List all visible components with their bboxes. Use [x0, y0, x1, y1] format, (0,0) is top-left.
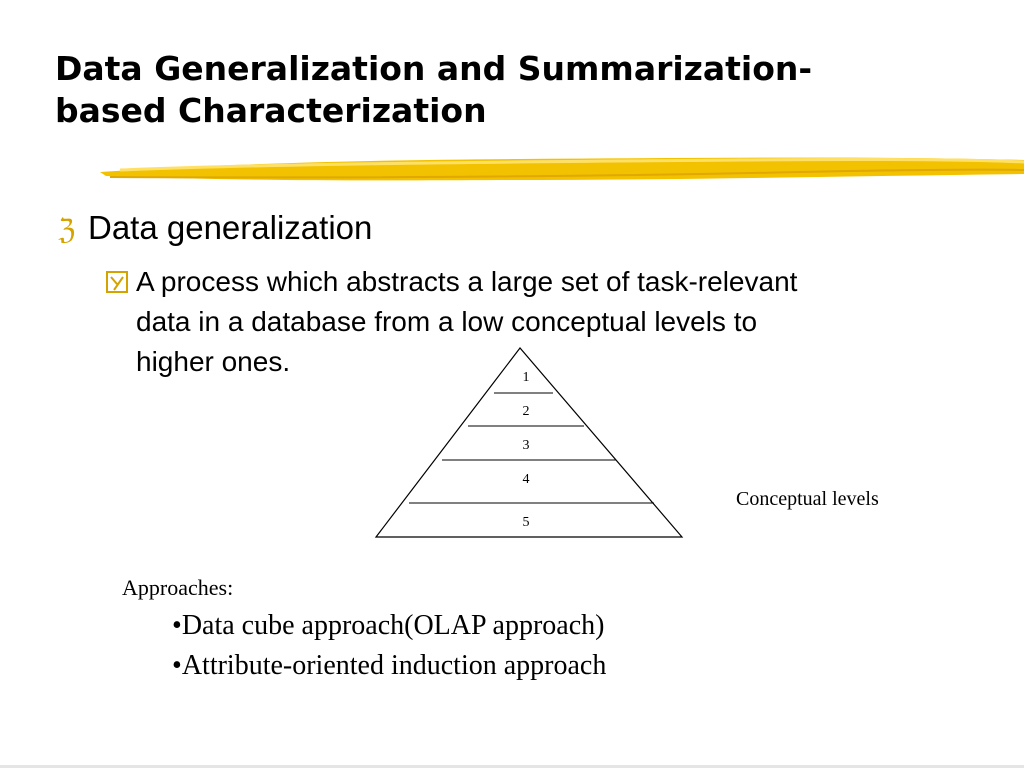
approaches-heading: Approaches:	[122, 575, 234, 600]
bullet-data-generalization	[58, 208, 372, 250]
approaches-list	[172, 606, 606, 686]
conceptual-levels-caption: Conceptual levels	[736, 488, 879, 510]
highlighter-stroke	[100, 150, 1024, 190]
pyramid-level-1: 1	[522, 370, 530, 385]
slide-title-line-1: Data Generalization and Summarization-	[55, 49, 813, 88]
pyramid-level-3: 3	[522, 438, 530, 453]
concept-pyramid	[370, 345, 690, 545]
approach-item-attribute-oriented: • Attribute-oriented induction approach	[172, 646, 606, 686]
approach-item-data-cube: • Data cube approach(OLAP approach)	[172, 606, 606, 646]
sub-bullet-line-1: A process which abstracts a large set of task-relevant	[136, 266, 798, 297]
slide-title-line-2: based Characterization	[55, 91, 487, 130]
pyramid-level-2: 2	[522, 404, 530, 419]
z-bullet-icon: ℨ	[58, 213, 76, 246]
sub-bullet-line-3: higher ones.	[136, 346, 291, 377]
checkbox-y-icon	[106, 271, 128, 293]
sub-bullet-line-2: data in a database from a low conceptual levels to	[136, 306, 758, 337]
slide-title	[55, 48, 995, 132]
pyramid-level-4: 4	[522, 472, 530, 487]
pyramid-level-5: 5	[522, 515, 530, 530]
bullet-text: Data generalization	[88, 209, 373, 246]
